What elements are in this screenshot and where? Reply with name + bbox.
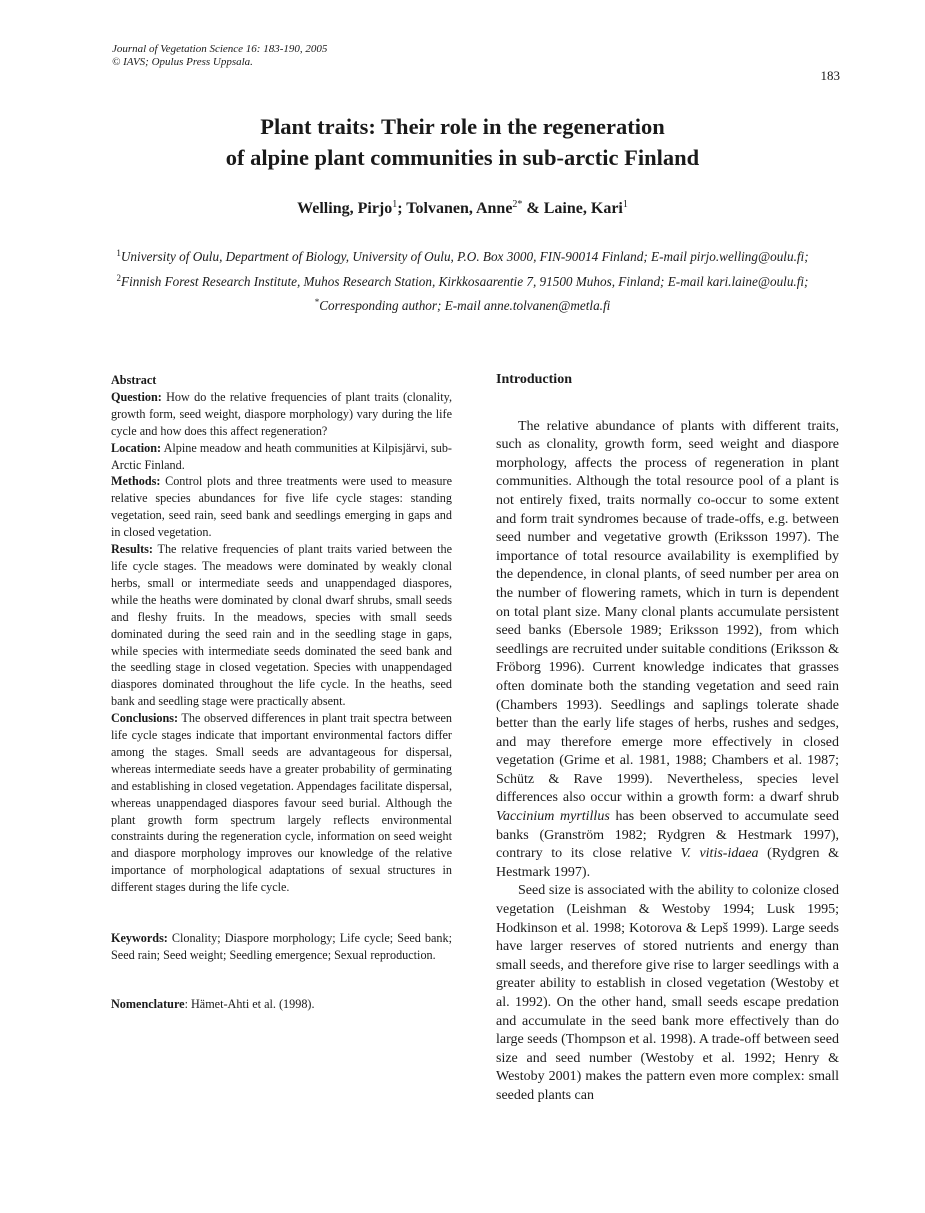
intro-paragraph-1 bbox=[496, 418, 839, 883]
question-text: How do the relative frequencies of plant traits (clonality, growth form, seed weight, diaspore morphology) vary during the life cycle and how does this affect regeneration? bbox=[111, 389, 452, 438]
page-number: 183 bbox=[820, 68, 840, 83]
species-name: V. vitis-idaea bbox=[680, 846, 759, 862]
intro-paragraph-2: Seed size is associated with the ability to colonize closed vegetation (Leishman & Westoby 1994; Lusk 1995; Hodkinson et al. 1998; Kotorova & Lepš 1999). Large seeds have larger reserves of stored nutrients and energy than small seeds, and therefore give rise to larger seedlings with a greater ability to establish in closed vegetation (Westoby et al. 1992). On the other hand, small seeds escape predation and accumulate in the seed bank more effectively than do large seeds (Thompson et al. 1998). A trade-off between seed size and seed number (Westoby et al. 1992; Henry & Westoby 2001) makes the pattern even more complex: small seeded plants can bbox=[496, 883, 839, 1103]
title-line-2: of alpine plant communities in sub-arctic Finland bbox=[225, 145, 700, 170]
intro-p1-text: The relative abundance of plants with different traits, such as clonality, growth form, seed weight and diaspore morphology, affects the process of regeneration in plant communities. Although the total resource pool of a plant is not entirely fixed, traits normally co-occur to some extent and form trait syndromes because of trade-offs, e.g. between seed number and vegetative growth (Eriksson 1997). The importance of total resource availability is exemplified by the dependence, in clonal plants, of seed number per area on the number of flowering ramets, which in turn is dependent on total plant size. Many clonal plants accumulate persistent seed banks (Ebersole 1989; Eriksson 1992), from which seedlings are recruited under suitable conditions (Eriksson & Fröborg 1996). Current knowledge indicates that grasses often dominate both the standing vegetation and seed rain (Chambers 1993). Seedlings and saplings tolerate shade better than the early life stages of herbs, rushes and sedges, and may therefore emerge more effectively in closed vegetation (Grime et al. 1981, 1988; Chambers et al. 1987; Schütz & Rave 1999). Nevertheless, species level differences also occur within a growth form: a dwarf shrub bbox=[496, 418, 839, 806]
author-name: Tolvanen, Anne bbox=[406, 200, 513, 217]
conclusions-text: The observed differences in plant trait spectra between life cycle stages indicate that important environmental factors differ among the stages. Small seeds are advantageous for dispersal, whereas intermediate seeds have a greater probability of germinating and establishing in closed vegetation. Appendages facilitate dispersal, whereas unappendaged diaspores favour seed burial. Although the plant growth form spectrum largely reflects environmental constraints during the regeneration cycle, information on seed weight and diaspore morphology improves our knowledge of the relative importance of morphological adaptations of sexual structures in different stages during the life cycle. bbox=[111, 711, 452, 895]
question-label: Question: bbox=[111, 389, 162, 404]
title-line-1: Plant traits: Their role in the regeneration bbox=[260, 114, 665, 139]
location-label: Location: bbox=[111, 440, 162, 455]
abstract-conclusions bbox=[111, 710, 452, 896]
journal-line-1: Journal of Vegetation Science 16: 183-190, 2005 bbox=[112, 43, 328, 55]
author-separator: ; bbox=[397, 200, 407, 217]
affiliation-text: University of Oulu, Department of Biology, University of Oulu, P.O. Box 3000, FIN-90014 Finland; E-mail pirjo.welling@oulu.fi; bbox=[120, 249, 809, 264]
keywords bbox=[111, 930, 452, 964]
methods-label: Methods: bbox=[111, 474, 161, 489]
methods-text: Control plots and three treatments were used to measure relative species abundances for five life cycle stages: standing vegetation, seed rain, seed bank and seedlings emerging in gaps and in closed vegetation. bbox=[111, 474, 452, 540]
abstract-methods bbox=[111, 473, 452, 541]
intro-p1-text: (Rydgren & Hestmark 1997). bbox=[496, 846, 840, 880]
author-affiliation-mark: 1 bbox=[392, 199, 398, 210]
affiliation-mark: 2 bbox=[116, 272, 122, 283]
species-name: Vaccinium myrtillus bbox=[496, 809, 610, 825]
keywords-text: Clonality; Diaspore morphology; Life cycle; Seed bank; Seed rain; Seed weight; Seedling emergence; Sexual reproduction. bbox=[111, 931, 452, 962]
journal-citation bbox=[112, 43, 327, 69]
affiliation-text: Corresponding author; E-mail anne.tolvanen@metla.fi bbox=[319, 298, 611, 313]
affiliations bbox=[100, 243, 825, 317]
abstract-location bbox=[111, 440, 452, 474]
abstract-column bbox=[111, 372, 452, 1013]
abstract-results bbox=[111, 541, 452, 710]
introduction-column bbox=[496, 371, 839, 1106]
author-affiliation-mark: 2* bbox=[512, 199, 523, 210]
author-list bbox=[0, 199, 925, 218]
nomenclature-label: Nomenclature bbox=[111, 996, 185, 1011]
article-title bbox=[0, 111, 925, 173]
introduction-heading: Introduction bbox=[496, 372, 572, 387]
conclusions-label: Conclusions: bbox=[111, 711, 179, 726]
journal-line-2: © IAVS; Opulus Press Uppsala. bbox=[112, 56, 253, 68]
nomenclature bbox=[111, 996, 452, 1013]
author-affiliation-mark: 1 bbox=[622, 199, 628, 210]
author-name: Laine, Kari bbox=[543, 200, 623, 217]
results-text: The relative frequencies of plant traits varied between the life cycle stages. The meadows were dominated by weakly clonal herbs, small or intermediate seeds and unappendaged diaspores, while the heaths were dominated by clonal dwarf shrubs, small seeds and fleshy fruits. In the meadows, species with small seeds dominated during the seed rain and in the seedling stage in gaps, while species with intermediate seeds dominated the seed bank and the seedling stage in closed vegetation. Species with unappendaged diaspores dominated throughout the life cycle. In the heaths, seed bank and seedling stage were practically absent. bbox=[111, 542, 452, 709]
author-name: Welling, Pirjo bbox=[297, 200, 393, 217]
location-text: Alpine meadow and heath communities at Kilpisjärvi, sub-Arctic Finland. bbox=[111, 440, 452, 472]
affiliation-mark: * bbox=[314, 297, 320, 307]
affiliation-mark: 1 bbox=[116, 248, 121, 258]
nomenclature-text: : Hämet-Ahti et al. (1998). bbox=[184, 996, 315, 1011]
abstract-heading: Abstract bbox=[111, 373, 157, 387]
results-label: Results: bbox=[111, 542, 153, 557]
author-separator: & bbox=[522, 200, 544, 217]
abstract-question bbox=[111, 389, 452, 440]
intro-p1-text: has been observed to accumulate seed banks (Granström 1982; Rydgren & Hestmark 1997), contrary to its close relative bbox=[496, 809, 839, 862]
affiliation-text: Finnish Forest Research Institute, Muhos Research Station, Kirkkosaarentie 7, 91500 Muhos, Finland; E-mail kari.laine@oulu.fi; bbox=[121, 273, 809, 289]
keywords-label: Keywords: bbox=[111, 931, 168, 946]
